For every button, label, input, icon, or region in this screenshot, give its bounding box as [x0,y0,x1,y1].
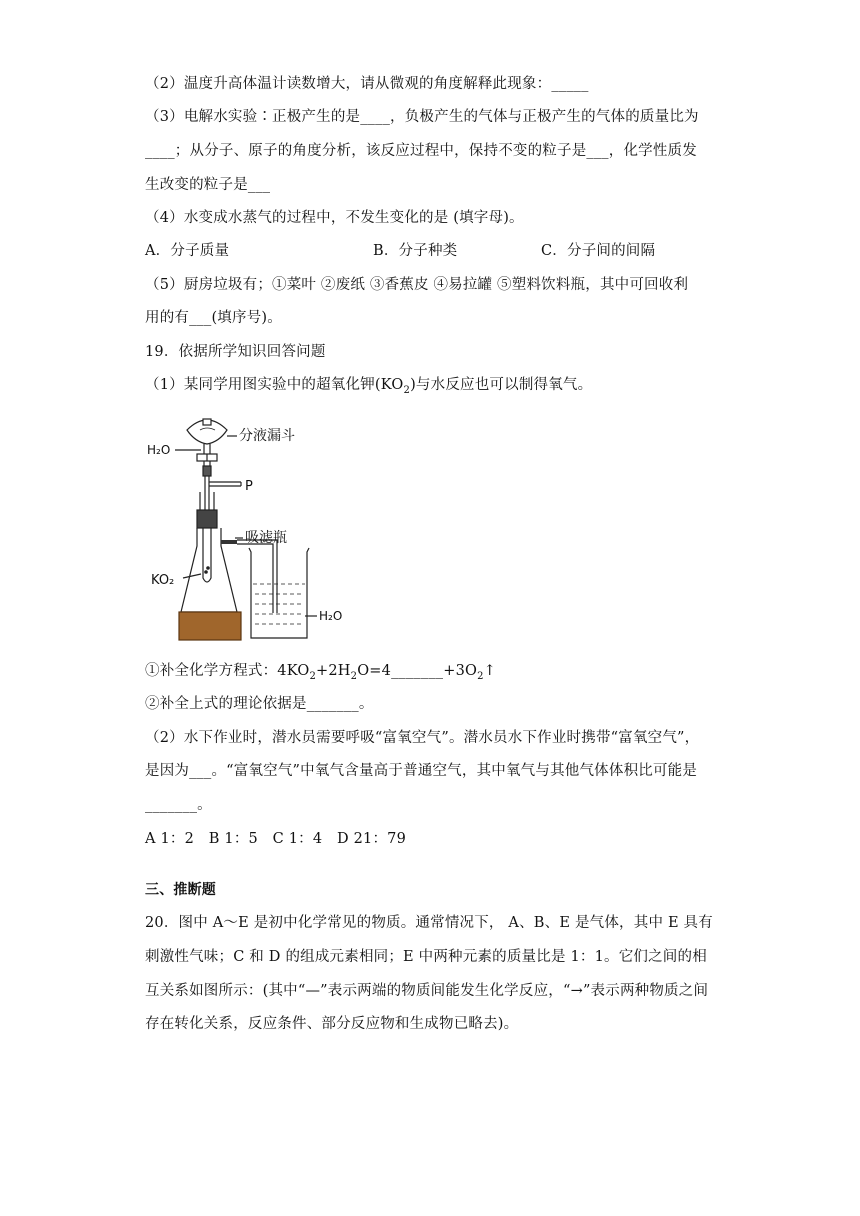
q19-part2-line2: 是因为___。“富氧空气”中氧气含量高于普通空气，其中氧气与其他气体体积比可能是 [145,763,698,779]
q19-equation [145,661,496,687]
eq-part: +2H [316,663,351,679]
funnel-label: 分液漏斗 [239,428,295,444]
q18-part3-line2: ____；从分子、原子的角度分析，该反应过程中，保持不变的粒子是___，化学性质发 [145,143,697,159]
q18-part4: （4）水变成水蒸气的过程中，不发生变化的是 (填字母)。 [145,210,524,226]
funnel-stopper [203,419,211,425]
q19-basis: ②补全上式的理论依据是_______。 [145,696,374,712]
q19-part2-line3: _______。 [145,797,212,813]
apparatus-diagram [145,408,355,644]
q20-line4: 存在转化关系，反应条件、部分反应物和生成物已略去)。 [145,1016,519,1032]
q18-part5-line2: 用的有___(填序号)。 [145,310,282,326]
eq-part: O=4_______+3O [357,663,478,679]
q20-line3: 互关系如图所示：(其中“—”表示两端的物质间能发生化学反应，“→”表示两种物质之间 [145,983,709,999]
q18-part3-line3: 生改变的粒子是___ [145,177,271,193]
q18-part2: （2）温度升高体温计读数增大，请从微观的角度解释此现象：_____ [145,76,589,92]
water-right-label: H₂O [319,609,343,623]
beaker [249,548,309,638]
section-title: 三、推断题 [145,882,216,898]
q19-part1 [145,375,592,401]
q19-part1-sub: 2 [403,384,411,396]
q20-line2: 刺激性气味；C 和 D 的组成元素相同；E 中两种元素的质量比是 1：1。它们之间的相 [145,949,707,965]
p-label: P [245,479,253,494]
q19-part2-line1: （2）水下作业时，潜水员需要呼吸“富氧空气”。潜水员水下作业时携带“富氧空气”， [145,730,700,746]
option-a: A．分子质量 [145,243,230,259]
q18-part5-line1: （5）厨房垃圾有；①菜叶 ②废纸 ③香蕉皮 ④易拉罐 ⑤塑料饮料瓶，其中可回收利 [145,277,689,293]
eq-sub: 2 [350,670,358,682]
q18-options [145,241,705,261]
ko2-label: KO₂ [151,573,175,588]
q20-line1: 20．图中 A～E 是初中化学常见的物质。通常情况下， A、B、E 是气体，其中 E 具有 [145,915,713,931]
option-b: B．分子种类 [373,243,458,259]
q18-part3-line1: （3）电解水实验∶正极产生的是____，负极产生的气体与正极产生的气体的质量比为 [145,109,699,125]
flask-stopper [197,510,217,528]
eq-sub: 2 [477,670,484,682]
q19-part1-pre: （1）某同学用图实验中的超氧化钾(KO [145,377,404,393]
q19-part1-post: )与水反应也可以制得氧气。 [410,377,593,393]
q19-title: 19．依据所学知识回答问题 [145,344,326,360]
eq-part: ①补全化学方程式：4KO [145,663,310,679]
eq-arrow: ↑ [483,663,497,679]
wooden-block [179,612,241,640]
water-left-label: H₂O [147,443,171,457]
eq-sub: 2 [309,670,317,682]
option-c: C．分子间的间隔 [541,243,656,259]
flask-label: 吸滤瓶 [245,530,287,546]
ko2-leader [183,574,201,578]
q19-choices: A 1：2 B 1：5 C 1：4 D 21：79 [145,831,407,847]
